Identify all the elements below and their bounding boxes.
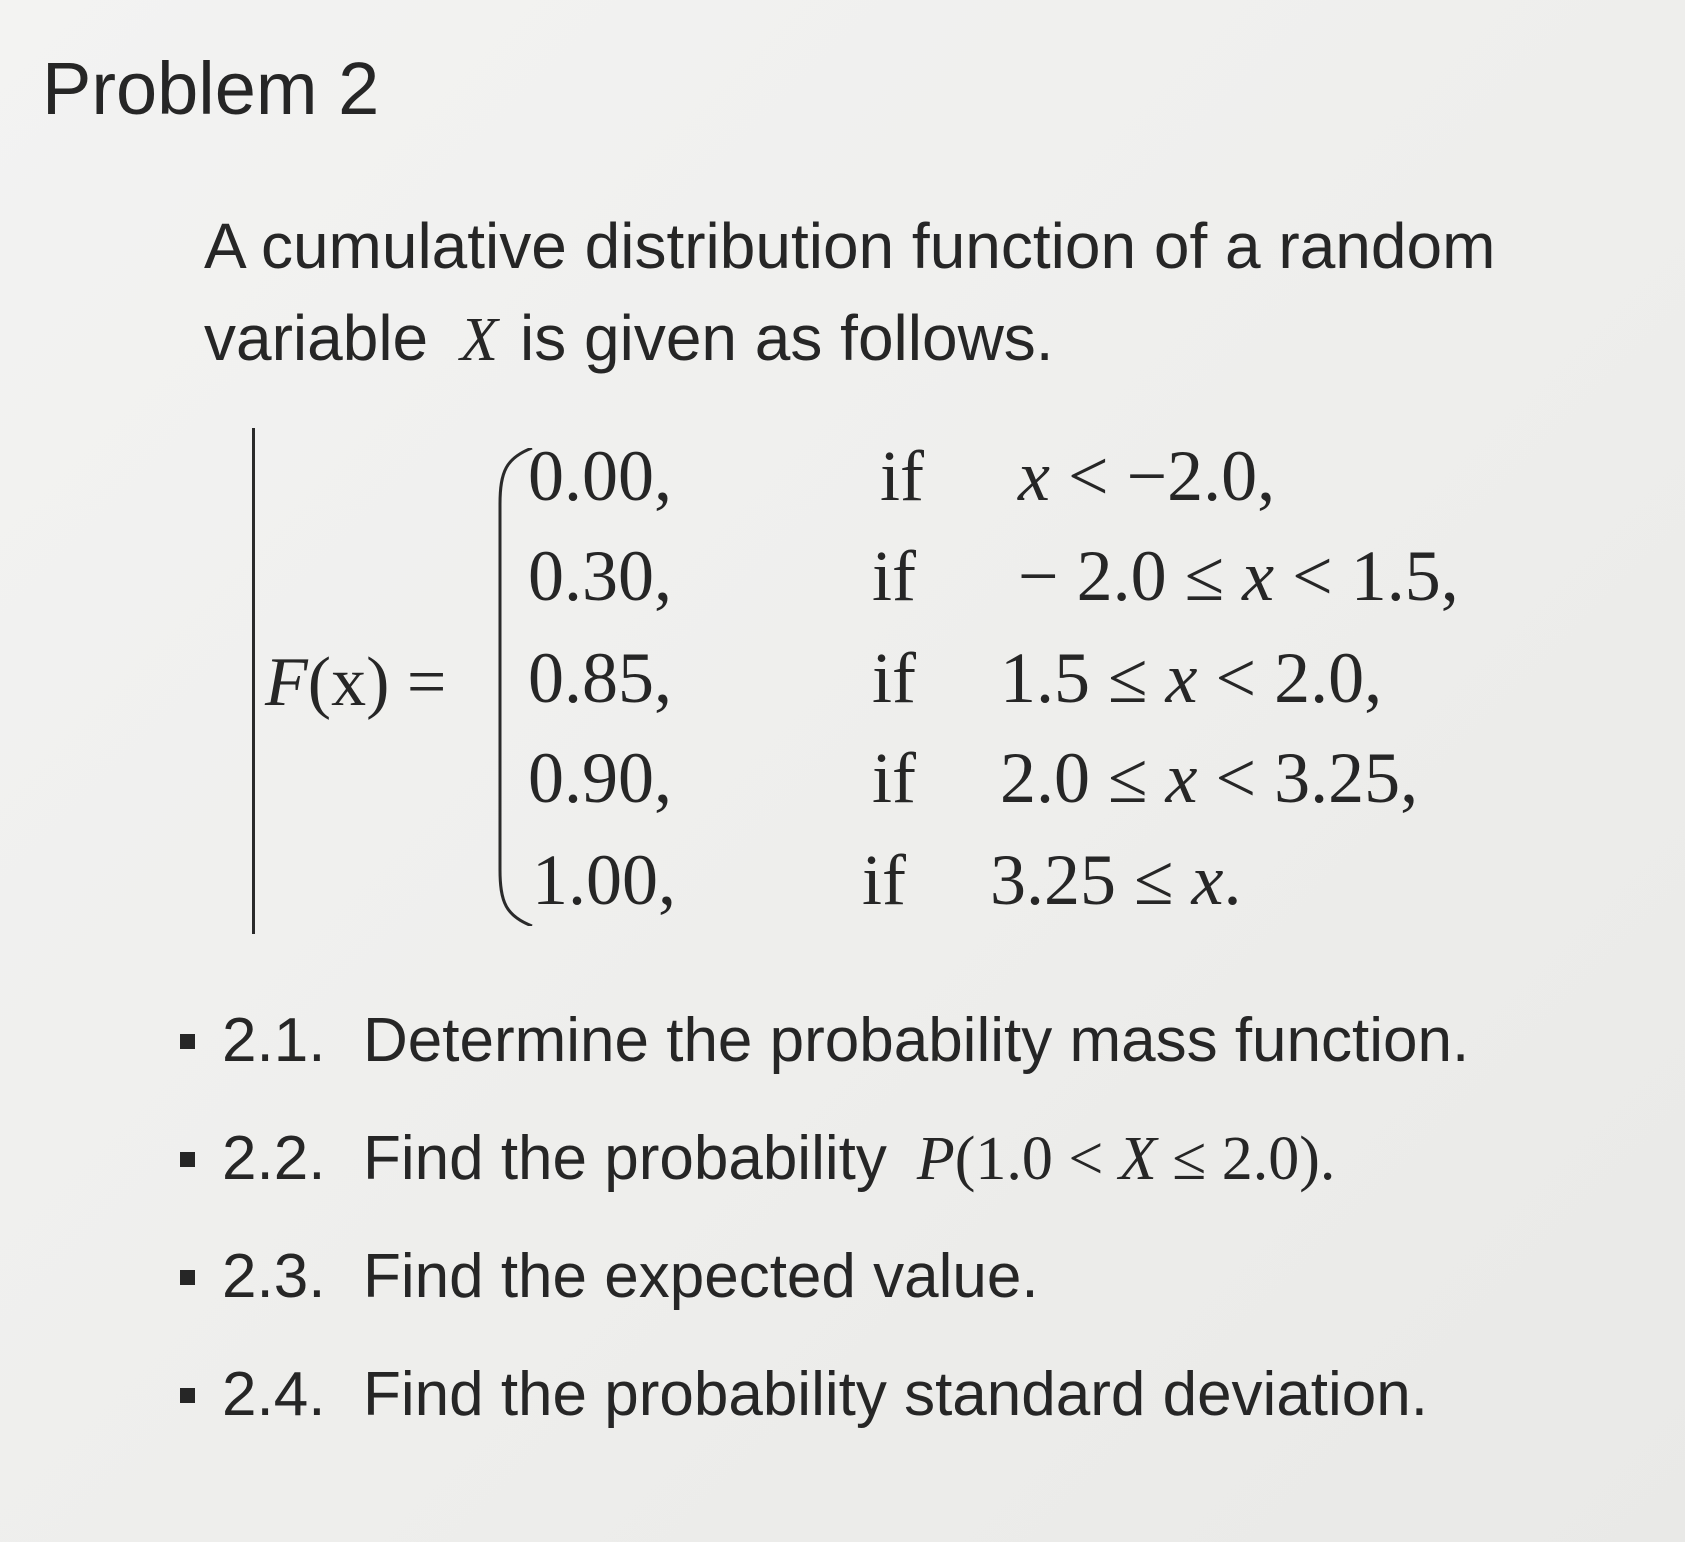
function-name: F [265,644,308,721]
condition-tail: < 2.0, [1197,638,1383,718]
condition-variable: x [1165,738,1198,818]
case-condition [1018,436,1276,516]
bullet-square-icon [180,1388,195,1403]
condition-variable: x [1242,536,1275,616]
question-text-block [363,1006,1470,1075]
case-if-keyword: if [872,738,916,818]
condition-tail: < 3.25, [1197,738,1419,818]
condition-tail: < −2.0, [1049,436,1276,516]
intro-line-1: A cumulative distribution function of a random [204,210,1496,282]
expression-variable: X [1118,1125,1157,1193]
case-if-keyword: if [872,536,916,616]
probability-expression [887,1125,1336,1193]
question-text: Find the expected value. [363,1242,1039,1311]
problem-title: Problem 2 [42,47,380,130]
question-number: 2.3. [222,1242,326,1311]
question-number: 2.4. [222,1360,326,1429]
case-value: 0.30, [528,536,672,616]
question-text: Find the probability [363,1124,887,1193]
condition-lead: 3.25 ≤ [990,840,1192,920]
question-text: Determine the probability mass function. [363,1006,1470,1075]
case-if-keyword: if [872,638,916,718]
intro-text-before: variable [204,302,429,374]
case-if-keyword: if [880,436,924,516]
condition-lead: − 2.0 ≤ [1018,536,1243,616]
bullet-square-icon [180,1270,195,1285]
condition-tail: . [1223,840,1242,920]
formula-left-rule [252,428,255,934]
case-value: 0.00, [528,436,672,516]
question-number: 2.1. [222,1006,326,1075]
condition-variable: x [1018,436,1050,516]
probability-symbol: P [916,1125,955,1193]
expression-close: ≤ 2.0). [1156,1125,1336,1193]
condition-lead: 2.0 ≤ [1000,738,1166,818]
question-text: Find the probability standard deviation. [363,1360,1428,1429]
expression-open: (1.0 < [954,1125,1119,1193]
bullet-square-icon [180,1152,195,1167]
case-value: 1.00, [532,840,676,920]
condition-variable: x [1165,638,1198,718]
function-label [265,644,447,721]
case-if-keyword: if [862,840,906,920]
function-argument: (x) = [307,644,447,721]
condition-variable: x [1191,840,1224,920]
case-condition [1018,536,1459,616]
question-text-block [363,1124,1336,1193]
question-text-block [363,1242,1039,1311]
random-variable-symbol: X [460,306,498,374]
case-value: 0.85, [528,638,672,718]
bullet-square-icon [180,1034,195,1049]
condition-lead: 1.5 ≤ [1000,638,1166,718]
question-number: 2.2. [222,1124,326,1193]
question-text-block [363,1360,1428,1429]
case-value: 0.90, [528,738,672,818]
case-condition [1000,638,1383,718]
intro-line-2 [204,302,1054,374]
case-condition [1000,738,1419,818]
case-condition [990,840,1242,920]
intro-text-after: is given as follows. [520,302,1054,374]
condition-tail: < 1.5, [1274,536,1459,616]
